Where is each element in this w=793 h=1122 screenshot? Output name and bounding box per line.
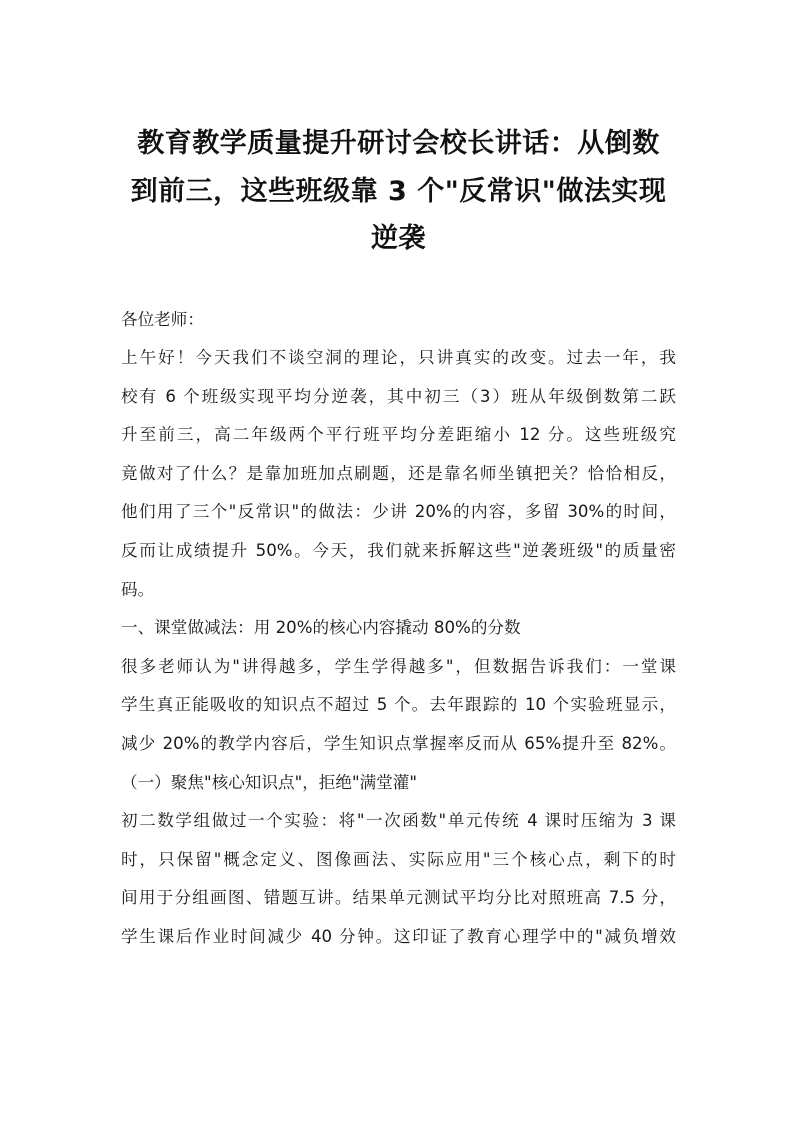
paragraph-line: （一）聚焦"核心知识点"，拒绝"满堂灌" (121, 772, 418, 792)
paragraph-line: 时，只保留"概念定义、图像画法、实际应用"三个核心点，剩下的时 (121, 849, 676, 869)
paragraph-line: 减少 20%的教学内容后，学生知识点掌握率反而从 65%提升至 82%。 (121, 734, 676, 754)
paragraph-line: 很多老师认为"讲得越多，学生学得越多"，但数据告诉我们：一堂课 (121, 656, 676, 676)
paragraph-line: 上午好！今天我们不谈空洞的理论，只讲真实的改变。过去一年，我 (121, 348, 676, 368)
document-body (121, 301, 676, 957)
document-page (121, 120, 676, 957)
paragraph-line: 升至前三，高二年级两个平行班平均分差距缩小 12 分。这些班级究 (121, 425, 676, 445)
paragraph-line: 他们用了三个"反常识"的做法：少讲 20%的内容，多留 30%的时间， (121, 502, 676, 522)
paragraph-line: 学生真正能吸收的知识点不超过 5 个。去年跟踪的 10 个实验班显示， (121, 695, 676, 715)
paragraph-line: 学生课后作业时间减少 40 分钟。这印证了教育心理学中的"减负增效 (121, 927, 676, 946)
paragraph-line: 校有 6 个班级实现平均分逆袭，其中初三（3）班从年级倒数第二跃 (121, 386, 676, 406)
paragraph-line: 初二数学组做过一个实验：将"一次函数"单元传统 4 课时压缩为 3 课 (121, 811, 676, 831)
paragraph-line: 各位老师： (121, 309, 204, 329)
title-line: 到前三，这些班级靠 3 个"反常识"做法实现 (130, 175, 667, 207)
paragraph-line: 一、课堂做减法：用 20%的核心内容撬动 80%的分数 (121, 618, 521, 638)
paragraph-line: 码。 (121, 579, 155, 599)
paragraph-line: 间用于分组画图、错题互讲。结果单元测试平均分比对照班高 7.5 分， (121, 888, 676, 908)
paragraph-line: 竟做对了什么？是靠加班加点刷题，还是靠名师坐镇把关？恰恰相反， (121, 463, 676, 483)
title-line: 逆袭 (371, 223, 426, 254)
document-title (121, 120, 676, 263)
title-line: 教育教学质量提升研讨会校长讲话：从倒数 (137, 128, 660, 159)
paragraph-line: 反而让成绩提升 50%。今天，我们就来拆解这些"逆袭班级"的质量密 (121, 541, 676, 561)
